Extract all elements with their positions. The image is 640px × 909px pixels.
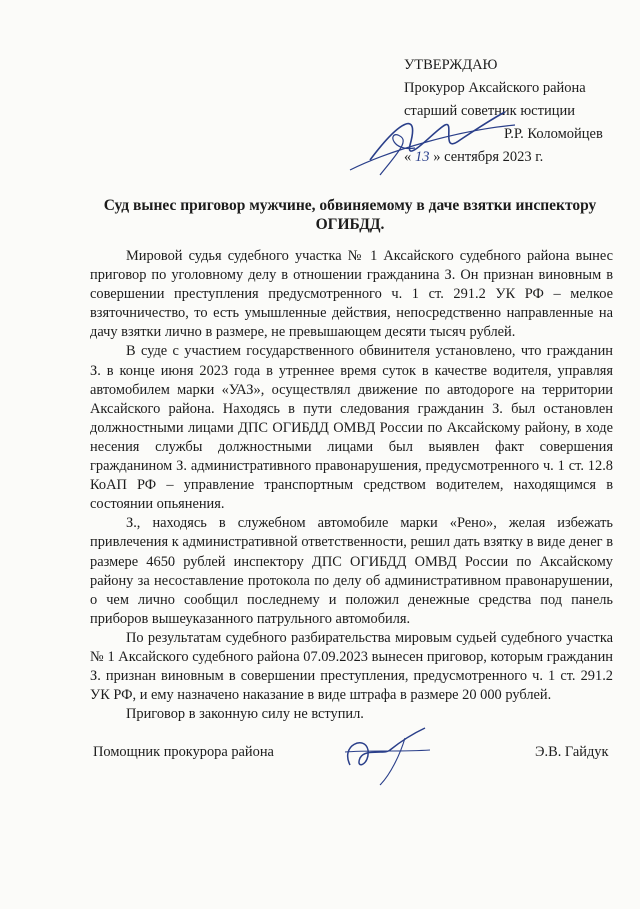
signer-name: Э.В. Гайдук (535, 744, 609, 760)
paragraph: В суде с участием государственного обвинителя установлено, что гражданин З. в конце июня 2023 года в утреннее время суток в качестве водителя, управляя автомобилем марки «УАЗ», осуществлял движение по автодороге на территории Аксайского района. Находясь в пути следования гражданин З. был остановлен должностными лицами ДПС ОГИБДД ОМВД России по Аксайскому району, в ходе несения службы должностными лицами был выявлен факт совершения гражданином З. административного правонарушения, предусмотренного ч. 1 ст. 12.8 КоАП РФ – управление транспортным средством водителем, находящимся в состоянии опьянения. (90, 343, 613, 513)
paragraph: По результатам судебного разбирательства мировым судьей судебного участка № 1 Аксайского судебного района 07.09.2023 вынесен приговор, которым гражданин З. признан виновным в совершении преступления, предусмотренного ч. 1 ст. 291.2 УК РФ, и ему назначено наказание в виде штрафа в размере 20 000 рублей. (90, 629, 613, 704)
date-day: 13 (415, 149, 430, 165)
approval-position: Прокурор Аксайского района (404, 80, 586, 96)
paragraph: Приговор в законную силу не вступил. (126, 706, 364, 723)
paragraph: Мировой судья судебного участка № 1 Аксайского судебного района вынес приговор по уголовному делу в отношении гражданина З. Он признан виновным в совершении преступления предусмотренного ч. 1 ст. 291.2 УК РФ – мелкое взяточничество, то есть умышленные действия, непосредственно направленные на дачу взятки лично в размере, не превышающем десяти тысяч рублей. (90, 248, 613, 341)
approval-rank: старший советник юстиции (404, 103, 575, 119)
document-title: Суд вынес приговор мужчине, обвиняемому в даче взятки инспектору ОГИБДД. (103, 197, 597, 233)
date-open-quote: « (404, 149, 412, 165)
date-rest: » сентября 2023 г. (433, 149, 544, 165)
document-body (90, 247, 613, 724)
paragraph: З., находясь в служебном автомобиле марки «Рено», желая избежать привлечения к административной ответственности, решил дать взятку в виде денег в размере 4650 рублей инспектору ДПС ОГИБДД ОМВД России по Аксайскому району за несоставление протокола по делу об административном правонарушении, о чем лично сообщил последнему и положил денежные средства под панель приборов вышеуказанного патрульного автомобиля. (90, 515, 613, 627)
approval-signature-icon (340, 90, 520, 190)
signer-role: Помощник прокурора района (93, 744, 274, 760)
assistant-signature-icon (330, 720, 440, 790)
approval-heading: УТВЕРЖДАЮ (404, 57, 498, 73)
approval-name: Р.Р. Коломойцев (504, 126, 603, 142)
